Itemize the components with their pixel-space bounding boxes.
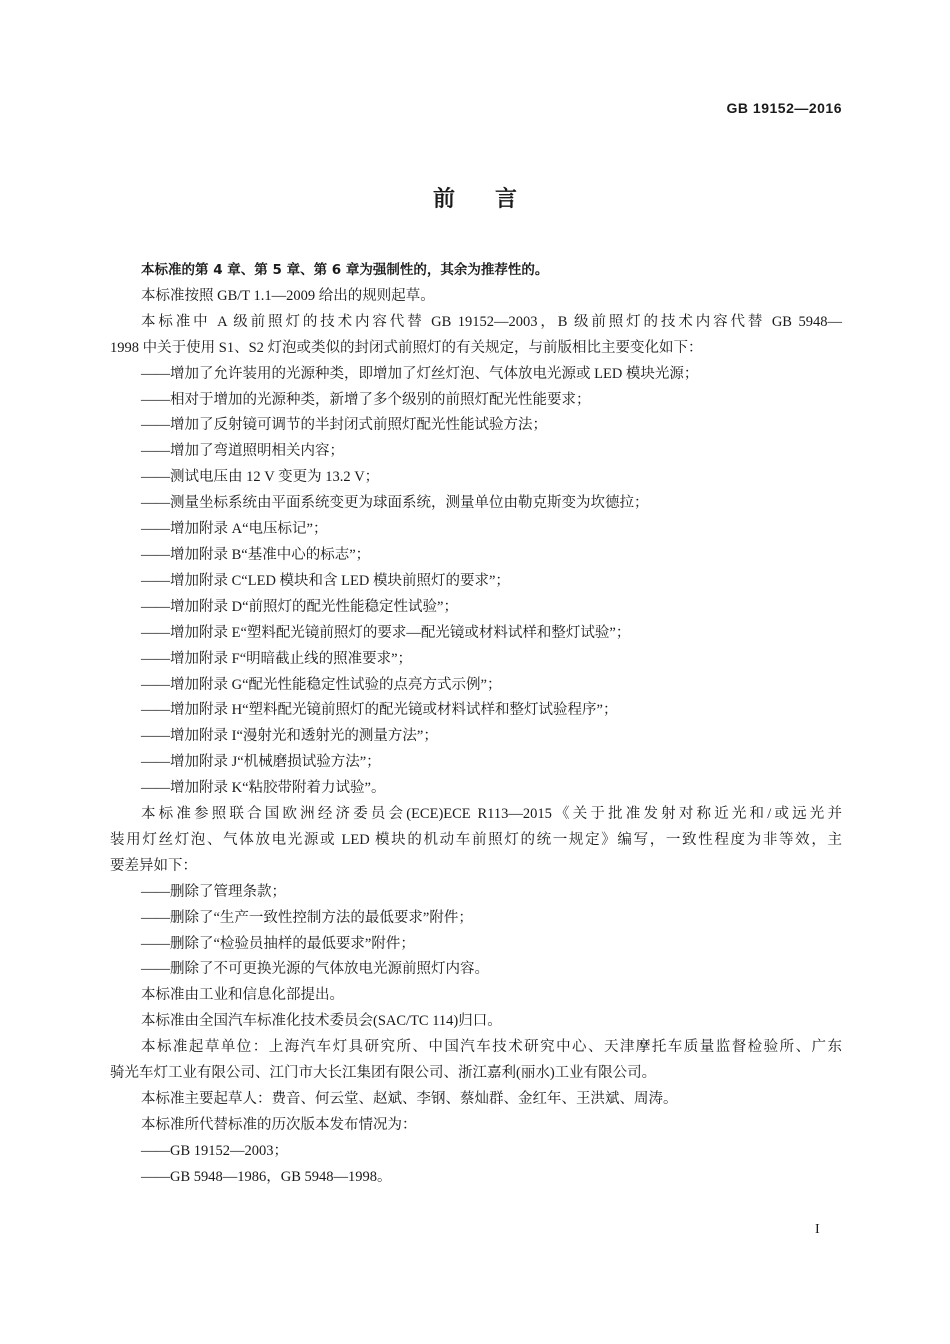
text-line: ——增加附录 D“前照灯的配光性能稳定性试验”； (141, 598, 458, 615)
paragraph (110, 957, 842, 983)
paragraph (110, 1139, 842, 1165)
text-line: ——增加附录 C“LED 模块和含 LED 模块前照灯的要求”； (141, 572, 510, 589)
paragraph (110, 595, 842, 621)
paragraph (110, 983, 842, 1009)
text-line: ——增加附录 B“基准中心的标志”； (141, 546, 371, 563)
paragraph (110, 1113, 842, 1139)
paragraph (110, 1009, 842, 1035)
text-line: 本标准起草单位：上海汽车灯具研究所、中国汽车技术研究中心、天津摩托车质量监督检验所、广东 (141, 1039, 842, 1056)
paragraph (110, 880, 842, 906)
text-line: 本标准中 A 级前照灯的技术内容代替 GB 19152—2003，B 级前照灯的技术内容代替 GB 5948— (141, 313, 842, 330)
paragraph (110, 932, 842, 958)
paragraph (110, 413, 842, 439)
paragraph (110, 621, 842, 647)
text-line: 骑光车灯工业有限公司、江门市大长江集团有限公司、浙江嘉利(丽水)工业有限公司。 (110, 1065, 657, 1082)
text-line: 装用灯丝灯泡、气体放电光源或 LED 模块的机动车前照灯的统一规定》编写，一致性程度为非等效，主 (110, 831, 842, 848)
text-line: ——测量坐标系统由平面系统变更为球面系统，测量单位由勒克斯变为坎德拉； (141, 495, 649, 512)
text-line: ——删除了“生产一致性控制方法的最低要求”附件； (141, 909, 473, 926)
paragraph (110, 673, 842, 699)
text-line: ——增加附录 H“塑料配光镜前照灯的配光镜或材料试样和整灯试验程序”； (141, 702, 618, 719)
paragraph (110, 543, 842, 569)
text-line: ——增加了弯道照明相关内容； (141, 443, 344, 460)
text-line: ——增加附录 I“漫射光和透射光的测量方法”； (141, 728, 438, 745)
text-line: 本标准按照 GB/T 1.1—2009 给出的规则起草。 (141, 287, 435, 304)
text-line: ——增加了反射镜可调节的半封闭式前照灯配光性能试验方法； (141, 417, 547, 434)
paragraph (110, 465, 842, 491)
text-line: 本标准的第 4 章、第 5 章、第 6 章为强制性的，其余为推荐性的。 (141, 262, 549, 278)
paragraph (110, 569, 842, 595)
text-line: ——删除了“检验员抽样的最低要求”附件； (141, 935, 415, 952)
text-line: ——删除了管理条款； (141, 883, 286, 900)
paragraph (110, 491, 842, 517)
text-line: 本标准主要起草人：费音、何云堂、赵斌、李钢、蔡灿群、金红年、王洪斌、周涛。 (141, 1091, 678, 1107)
paragraph (110, 776, 842, 802)
text-line: 本标准参照联合国欧洲经济委员会(ECE)ECE R113—2015《关于批准发射对称近光和/或远光并 (141, 806, 842, 823)
text-line: ——测试电压由 12 V 变更为 13.2 V； (141, 469, 380, 486)
paragraph (110, 1087, 842, 1113)
text-line: ——增加附录 K“粘胶带附着力试验”。 (141, 780, 386, 797)
paragraph (110, 517, 842, 543)
paragraph (110, 258, 842, 284)
text-line: 本标准所代替标准的历次版本发布情况为： (141, 1116, 417, 1133)
text-line: ——增加附录 J“机械磨损试验方法”； (141, 754, 381, 771)
paragraph (110, 1165, 842, 1191)
paragraph (110, 1035, 842, 1087)
paragraph (110, 802, 842, 880)
paragraph (110, 362, 842, 388)
paragraph (110, 906, 842, 932)
paragraph (110, 388, 842, 414)
text-line: ——增加附录 F“明暗截止线的照准要求”； (141, 650, 413, 667)
text-line: ——删除了不可更换光源的气体放电光源前照灯内容。 (141, 961, 489, 978)
text-line: ——GB 5948—1986，GB 5948—1998。 (141, 1168, 392, 1185)
text-line: 本标准由全国汽车标准化技术委员会(SAC/TC 114)归口。 (141, 1013, 502, 1030)
text-line: ——增加附录 E“塑料配光镜前照灯的要求—配光镜或材料试样和整灯试验”； (141, 624, 631, 641)
standard-code-header: GB 19152—2016 (726, 100, 842, 116)
text-line: ——GB 19152—2003； (141, 1142, 289, 1159)
paragraph (110, 698, 842, 724)
paragraph (110, 439, 842, 465)
text-line: ——相对于增加的光源种类，新增了多个级别的前照灯配光性能要求； (141, 391, 591, 408)
document-body (110, 258, 842, 1191)
text-line: 要差异如下： (110, 857, 197, 874)
text-line: ——增加附录 A“电压标记”； (141, 521, 328, 538)
text-line: 本标准由工业和信息化部提出。 (141, 987, 344, 1004)
paragraph (110, 284, 842, 310)
text-line: ——增加附录 G“配光性能稳定性试验的点亮方式示例”； (141, 676, 502, 693)
paragraph (110, 750, 842, 776)
page-number: I (815, 1222, 820, 1237)
text-line: 1998 中关于使用 S1、S2 灯泡或类似的封闭式前照灯的有关规定，与前版相比主要变化如下： (110, 339, 703, 356)
paragraph (110, 647, 842, 673)
page-title: 前言 (432, 187, 557, 212)
paragraph (110, 724, 842, 750)
text-line: ——增加了允许装用的光源种类，即增加了灯丝灯泡、气体放电光源或 LED 模块光源； (141, 365, 699, 382)
paragraph (110, 310, 842, 362)
